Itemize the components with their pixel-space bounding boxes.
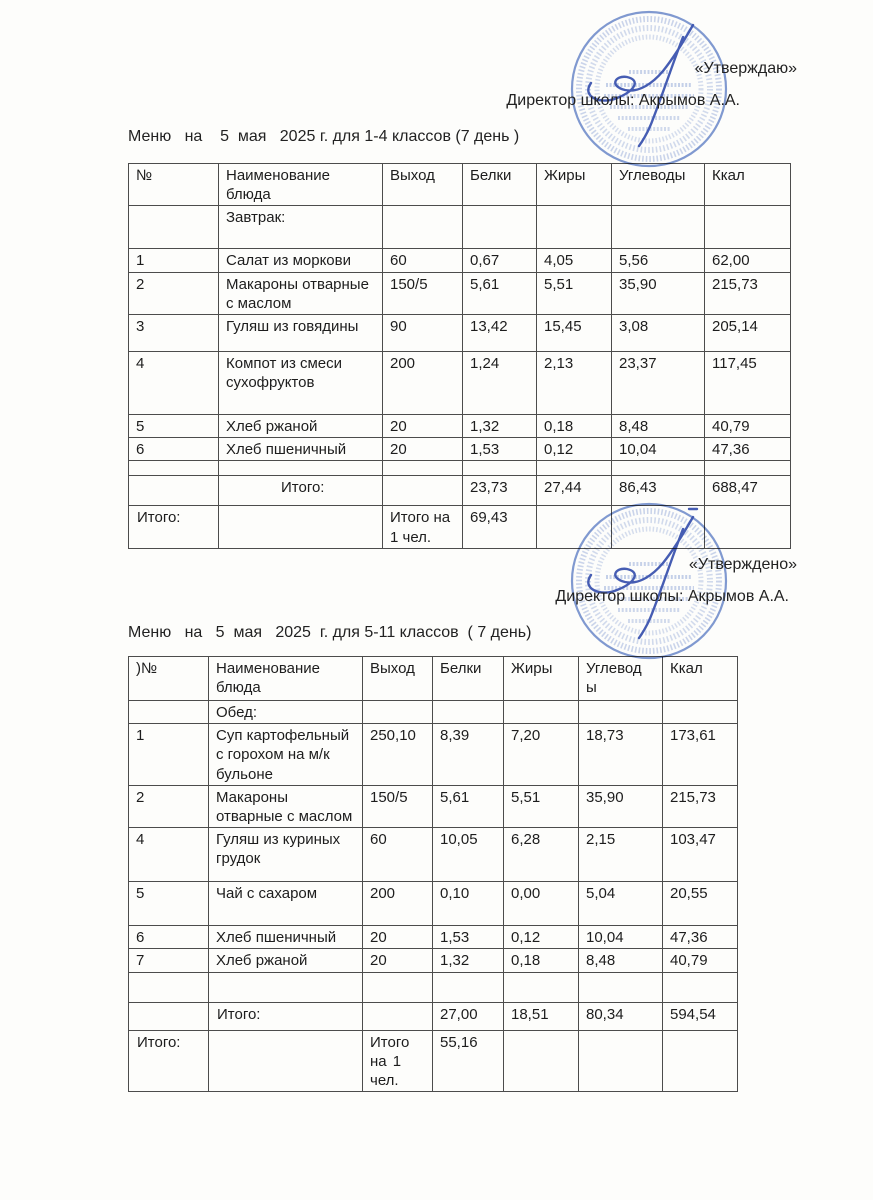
table-cell: 86,43 <box>612 476 705 506</box>
table-cell: Итого: <box>129 506 219 548</box>
table-cell: 10,04 <box>612 438 705 461</box>
table-cell <box>537 206 612 249</box>
table-cell <box>129 1002 209 1030</box>
table-cell: 20 <box>363 949 433 972</box>
table-cell: 15,45 <box>537 314 612 351</box>
table-row <box>129 438 791 461</box>
table-cell: Хлеб ржаной <box>209 949 363 972</box>
table-cell <box>705 506 791 548</box>
table-cell: 0,10 <box>433 882 504 926</box>
table-cell <box>209 1030 363 1092</box>
table-cell: 5 <box>129 882 209 926</box>
table-cell <box>219 461 383 476</box>
table-cell: 60 <box>383 249 463 272</box>
table-cell: Завтрак: <box>219 206 383 249</box>
table-row <box>129 272 791 314</box>
table-cell: 205,14 <box>705 314 791 351</box>
director-signature-line-2: Директор школы: Акрымов А.А. <box>555 588 789 605</box>
table-cell: 1,32 <box>433 949 504 972</box>
table-cell <box>579 701 663 724</box>
table-cell <box>129 476 219 506</box>
table-cell: 215,73 <box>705 272 791 314</box>
table-cell: 117,45 <box>705 351 791 414</box>
table-cell: 5,04 <box>579 882 663 926</box>
table-cell: 7,20 <box>504 724 579 786</box>
column-header: Жиры <box>504 657 579 701</box>
table-cell: 47,36 <box>705 438 791 461</box>
table-cell: 6,28 <box>504 828 579 882</box>
table-cell: 20 <box>383 414 463 437</box>
table-cell: 0,67 <box>463 249 537 272</box>
table-cell: 8,39 <box>433 724 504 786</box>
table-cell: 1,24 <box>463 351 537 414</box>
table-cell: Итого: <box>219 476 383 506</box>
menu-title-2: Меню на 5 мая 2025 г. для 5-11 классов ( 7 день) <box>128 624 532 641</box>
table-cell: 20 <box>383 438 463 461</box>
table-row <box>129 314 791 351</box>
table-cell: Макароны отварные с маслом <box>209 785 363 827</box>
approval-label-2: «Утверждено» <box>688 556 797 573</box>
table-row <box>129 882 738 926</box>
table-cell: 1 <box>129 724 209 786</box>
table-row <box>129 926 738 949</box>
column-header: № <box>129 164 219 206</box>
table-cell: 3 <box>129 314 219 351</box>
table-cell <box>129 701 209 724</box>
stamp-rings <box>572 12 726 166</box>
table-cell <box>219 506 383 548</box>
table-row <box>129 1030 738 1092</box>
table-cell: 18,51 <box>504 1002 579 1030</box>
table-row <box>129 206 791 249</box>
table-cell: 13,42 <box>463 314 537 351</box>
table-cell: 35,90 <box>612 272 705 314</box>
table-cell: 3,08 <box>612 314 705 351</box>
table-cell: 6 <box>129 438 219 461</box>
table-cell: Итого на 1 чел. <box>363 1030 433 1092</box>
table-cell: Чай с сахаром <box>209 882 363 926</box>
column-header: Наименование блюда <box>219 164 383 206</box>
table-cell: Гуляш из куриных грудок <box>209 828 363 882</box>
table-cell: 47,36 <box>663 926 738 949</box>
menu-title-1: Меню на 5 мая 2025 г. для 1-4 классов (7 день ) <box>128 128 520 145</box>
table-cell: 40,79 <box>705 414 791 437</box>
table-row <box>129 828 738 882</box>
table-cell: 40,79 <box>663 949 738 972</box>
table-cell <box>579 972 663 1002</box>
table-cell: Компот из смеси сухофруктов <box>219 351 383 414</box>
table-cell: 23,73 <box>463 476 537 506</box>
column-header: Наименование блюда <box>209 657 363 701</box>
table-cell: 5,56 <box>612 249 705 272</box>
table-cell: Гуляш из говядины <box>219 314 383 351</box>
column-header: Углеводы <box>579 657 663 701</box>
table-cell: Хлеб пшеничный <box>219 438 383 461</box>
table-cell: 90 <box>383 314 463 351</box>
table-cell: 173,61 <box>663 724 738 786</box>
table-cell: 2,13 <box>537 351 612 414</box>
column-header: Жиры <box>537 164 612 206</box>
table-cell: 60 <box>363 828 433 882</box>
table-row <box>129 506 791 548</box>
table-cell <box>433 972 504 1002</box>
table-cell: Салат из моркови <box>219 249 383 272</box>
table-cell: 35,90 <box>579 785 663 827</box>
table-cell: 215,73 <box>663 785 738 827</box>
table-row <box>129 249 791 272</box>
table-cell <box>537 461 612 476</box>
table-cell: 8,48 <box>579 949 663 972</box>
table-row <box>129 476 791 506</box>
table-cell: 18,73 <box>579 724 663 786</box>
table-cell <box>612 206 705 249</box>
table-cell: 200 <box>383 351 463 414</box>
table-row <box>129 351 791 414</box>
table-cell: Итого: <box>209 1002 363 1030</box>
table-cell <box>433 701 504 724</box>
table-cell: 4 <box>129 351 219 414</box>
table-cell <box>383 461 463 476</box>
director-signature-line-1: Директор школы: Акрымов А.А. <box>506 92 740 109</box>
table-cell: Суп картофельный с горохом на м/к бульоне <box>209 724 363 786</box>
table-cell: 200 <box>363 882 433 926</box>
table-cell: 150/5 <box>363 785 433 827</box>
column-header: )№ <box>129 657 209 701</box>
table-cell: Макароны отварные с маслом <box>219 272 383 314</box>
table-cell <box>129 461 219 476</box>
menu-table <box>128 163 791 549</box>
table-cell <box>463 206 537 249</box>
table-cell: Хлеб пшеничный <box>209 926 363 949</box>
menu-table <box>128 656 738 1092</box>
table-cell: 6 <box>129 926 209 949</box>
table-cell: 27,00 <box>433 1002 504 1030</box>
table-cell: 8,48 <box>612 414 705 437</box>
menu-table-grades-5-11 <box>128 656 738 1092</box>
table-row <box>129 724 738 786</box>
table-cell <box>504 1030 579 1092</box>
table-cell <box>363 1002 433 1030</box>
table-cell: 20,55 <box>663 882 738 926</box>
table-cell: 20 <box>363 926 433 949</box>
table-cell <box>129 972 209 1002</box>
table-cell: 0,00 <box>504 882 579 926</box>
table-cell: 150/5 <box>383 272 463 314</box>
column-header: Выход <box>363 657 433 701</box>
table-row <box>129 461 791 476</box>
table-cell: 103,47 <box>663 828 738 882</box>
table-row <box>129 701 738 724</box>
table-cell: 1 <box>129 249 219 272</box>
table-cell <box>663 701 738 724</box>
table-cell: 688,47 <box>705 476 791 506</box>
table-cell: 23,37 <box>612 351 705 414</box>
menu-table-grades-1-4 <box>128 163 791 549</box>
table-cell: 2,15 <box>579 828 663 882</box>
table-cell: 1,53 <box>433 926 504 949</box>
table-cell: 5 <box>129 414 219 437</box>
table-cell: 2 <box>129 785 209 827</box>
table-cell: 5,51 <box>504 785 579 827</box>
column-header: Ккал <box>705 164 791 206</box>
table-cell <box>537 506 612 548</box>
table-cell: 4,05 <box>537 249 612 272</box>
table-cell: 0,12 <box>537 438 612 461</box>
approval-label-1: «Утверждаю» <box>694 60 797 77</box>
table-cell: 27,44 <box>537 476 612 506</box>
table-row <box>129 414 791 437</box>
table-cell <box>705 206 791 249</box>
table-row <box>129 972 738 1002</box>
table-cell <box>705 461 791 476</box>
signature-icon <box>588 25 693 146</box>
table-cell: Обед: <box>209 701 363 724</box>
table-cell <box>363 701 433 724</box>
table-cell: 10,04 <box>579 926 663 949</box>
table-cell: 0,12 <box>504 926 579 949</box>
table-cell: 62,00 <box>705 249 791 272</box>
table-cell: 5,51 <box>537 272 612 314</box>
table-cell: 0,18 <box>504 949 579 972</box>
header-row <box>129 657 738 701</box>
table-cell: 1,32 <box>463 414 537 437</box>
table-cell: 10,05 <box>433 828 504 882</box>
table-cell <box>363 972 433 1002</box>
table-cell: 0,18 <box>537 414 612 437</box>
table-cell <box>383 206 463 249</box>
table-cell: 80,34 <box>579 1002 663 1030</box>
table-cell <box>209 972 363 1002</box>
table-cell <box>129 206 219 249</box>
column-header: Белки <box>463 164 537 206</box>
table-cell <box>504 972 579 1002</box>
table-cell: 7 <box>129 949 209 972</box>
column-header: Выход <box>383 164 463 206</box>
table-cell: 250,10 <box>363 724 433 786</box>
table-cell <box>612 461 705 476</box>
table-cell: 69,43 <box>463 506 537 548</box>
table-cell: Хлеб ржаной <box>219 414 383 437</box>
table-cell <box>383 476 463 506</box>
column-header: Ккал <box>663 657 738 701</box>
table-cell <box>612 506 705 548</box>
header-row <box>129 164 791 206</box>
table-cell: 5,61 <box>433 785 504 827</box>
table-cell: 1,53 <box>463 438 537 461</box>
table-cell: 55,16 <box>433 1030 504 1092</box>
table-cell: 5,61 <box>463 272 537 314</box>
table-cell: Итого на 1 чел. <box>383 506 463 548</box>
column-header: Углеводы <box>612 164 705 206</box>
table-cell <box>504 701 579 724</box>
table-row <box>129 1002 738 1030</box>
table-cell: 2 <box>129 272 219 314</box>
table-row <box>129 949 738 972</box>
table-cell: 4 <box>129 828 209 882</box>
official-stamp-icon <box>564 4 734 174</box>
table-cell: Итого: <box>129 1030 209 1092</box>
table-cell: 594,54 <box>663 1002 738 1030</box>
table-cell <box>663 1030 738 1092</box>
table-cell <box>579 1030 663 1092</box>
column-header: Белки <box>433 657 504 701</box>
table-cell <box>463 461 537 476</box>
table-cell <box>663 972 738 1002</box>
table-row <box>129 785 738 827</box>
